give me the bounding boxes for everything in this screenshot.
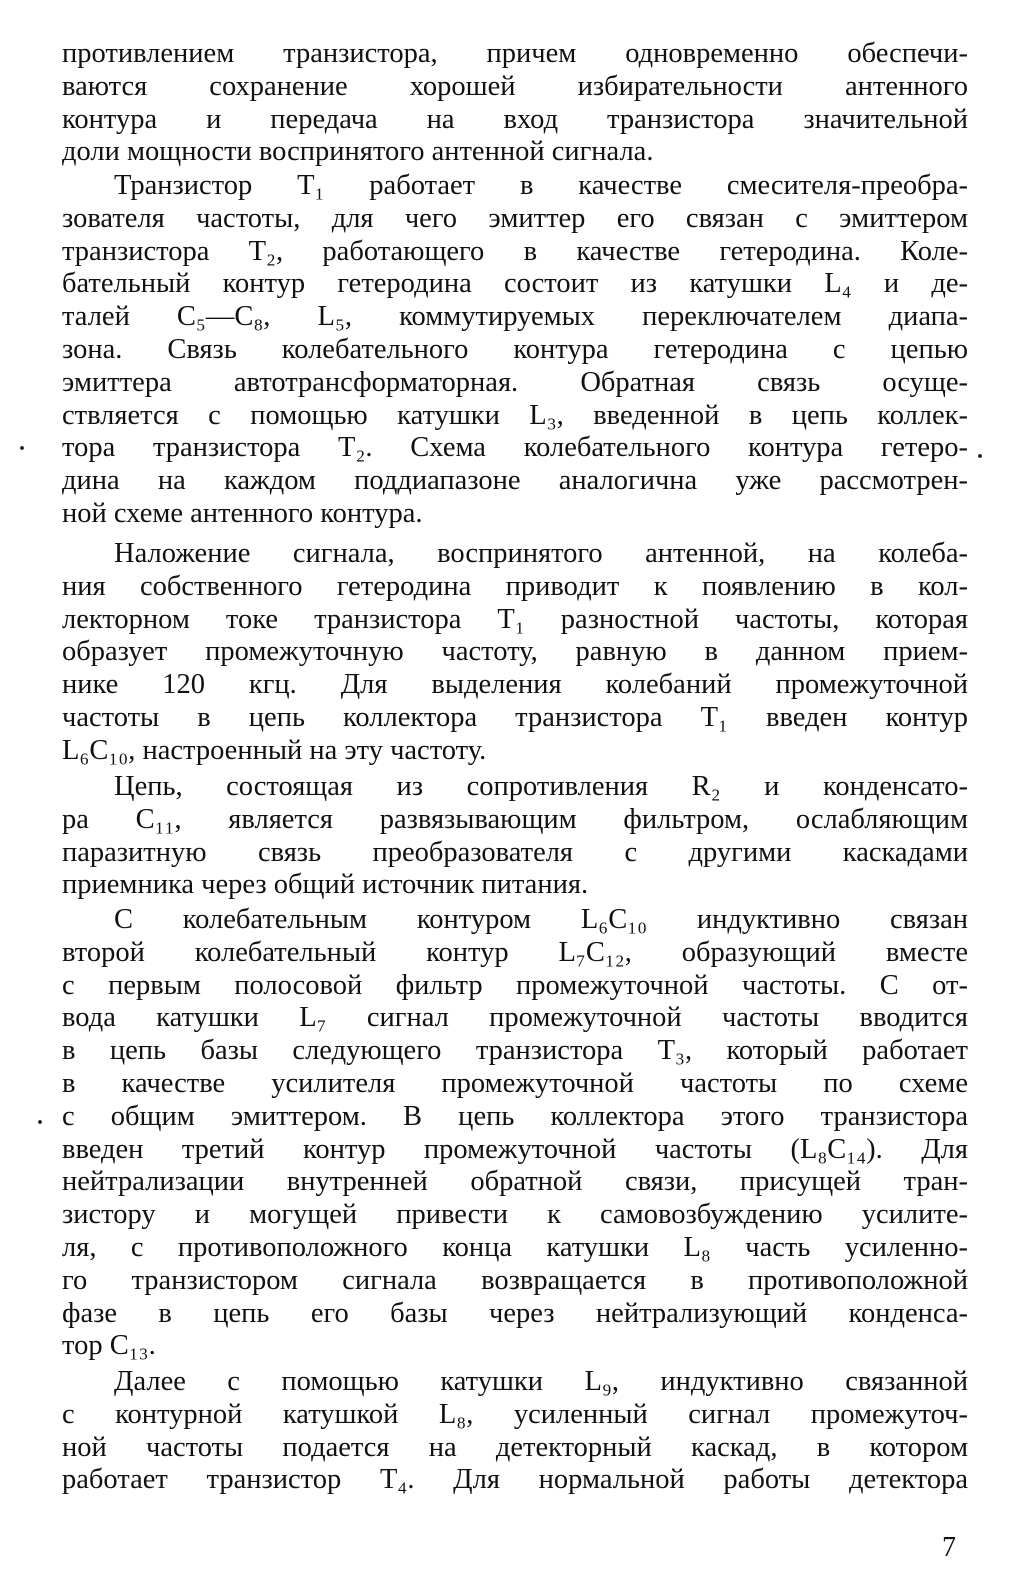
text-line: образует промежуточную частоту, равную в данном прием- [62, 636, 968, 668]
paragraph-4 [62, 771, 968, 902]
page-number: 7 [942, 1532, 956, 1563]
text-line: противлением транзистора, причем одновременно обеспечи- [62, 38, 968, 69]
text-line: контура и передача на вход транзистора значительной [62, 103, 968, 135]
text-line: ния собственного гетеродина приводит к появлению в кол- [62, 570, 968, 602]
text-line: частоты в цепь коллектора транзистора T₁ введен контур [62, 701, 968, 733]
text-line: в качестве усилителя промежуточной частоты по схеме [62, 1067, 968, 1099]
text-line: зистору и могущей привести к самовозбуждению усилите- [62, 1199, 968, 1231]
text-line: работает транзистор T₄. Для нормальной работы детектора [62, 1464, 968, 1496]
text-line: фазе в цепь его базы через нейтрализующий конденса- [62, 1297, 968, 1329]
text-line: в цепь базы следующего транзистора T₃, который работает [62, 1035, 968, 1067]
text-line: Наложение сигнала, воспринятого антенной, на колеба- [114, 538, 968, 569]
paragraph-1 [62, 38, 968, 169]
paragraph-3 [62, 538, 968, 768]
text-line: с общим эмиттером. В цепь коллектора этого транзистора [62, 1100, 968, 1132]
text-line: ствляется с помощью катушки L₃, введенной в цепь коллек- [62, 399, 968, 431]
text-line: нике 120 кгц. Для выделения колебаний промежуточной [62, 669, 968, 701]
text-line: ра C₁₁, является развязывающим фильтром, ослабляющим [62, 803, 968, 835]
text-line: нейтрализации внутренней обратной связи, присущей тран- [62, 1166, 968, 1198]
text-line: зователя частоты, для чего эмиттер его связан с эмиттером [62, 202, 968, 234]
text-line: паразитную связь преобразователя с другими каскадами [62, 836, 968, 868]
text-line: лекторном токе транзистора T₁ разностной частоты, которая [62, 603, 968, 635]
text-line: второй колебательный контур L₇C₁₂, образующий вместе [62, 936, 968, 968]
text-line: талей C₅—C₈, L₅, коммутируемых переключателем диапа- [62, 301, 968, 333]
text-line: дина на каждом поддиапазоне аналогична уже рассмотрен- [62, 465, 968, 497]
text-line: ной частоты подается на детекторный каскад, в котором [62, 1431, 968, 1463]
text-line: транзистора T₂, работающего в качестве гетеродина. Коле- [62, 235, 968, 267]
margin-dot-mark: · [36, 1110, 45, 1136]
text-line: с первым полосовой фильтр промежуточной частоты. С от- [62, 969, 968, 1001]
text-line: Далее с помощью катушки L₉, индуктивно связанной [114, 1366, 968, 1397]
text-line: ля, с противоположного конца катушки L₈ часть усиленно- [62, 1231, 968, 1263]
text-line: ваются сохранение хорошей избирательности антенного [62, 70, 968, 102]
text-line: тор C₁₃. [62, 1330, 156, 1362]
text-line: бательный контур гетеродина состоит из катушки L₄ и де- [62, 268, 968, 300]
text-line: Транзистор T₁ работает в качестве смесителя-преобра- [114, 170, 968, 201]
text-line: тора транзистора T₂. Схема колебательного контура гетеро- [62, 432, 968, 464]
text-line: с контурной катушкой L₈, усиленный сигнал промежуточ- [62, 1398, 968, 1430]
text-line: эмиттера автотрансформаторная. Обратная связь осуще- [62, 366, 968, 398]
text-line: Цепь, состоящая из сопротивления R₂ и конденсато- [114, 771, 968, 802]
margin-dot-mark: · [976, 444, 985, 470]
text-line: ной схеме антенного контура. [62, 497, 423, 529]
margin-dot-mark: · [18, 436, 27, 462]
text-line: С колебательным контуром L₆C₁₀ индуктивно связан [114, 904, 968, 935]
text-line: доли мощности воспринятого антенной сигнала. [62, 136, 654, 168]
paragraph-2 [62, 170, 968, 531]
text-line: приемника через общий источник питания. [62, 869, 589, 901]
paragraph-6 [62, 1366, 968, 1497]
text-line: го транзистором сигнала возвращается в противоположной [62, 1264, 968, 1296]
text-line: зона. Связь колебательного контура гетеродина с цепью [62, 333, 968, 365]
text-line: введен третий контур промежуточной частоты (L₈C₁₄). Для [62, 1133, 968, 1165]
text-line: L₆C₁₀, настроенный на эту частоту. [62, 734, 487, 766]
paragraph-5 [62, 904, 968, 1363]
text-line: вода катушки L₇ сигнал промежуточной частоты вводится [62, 1002, 968, 1034]
